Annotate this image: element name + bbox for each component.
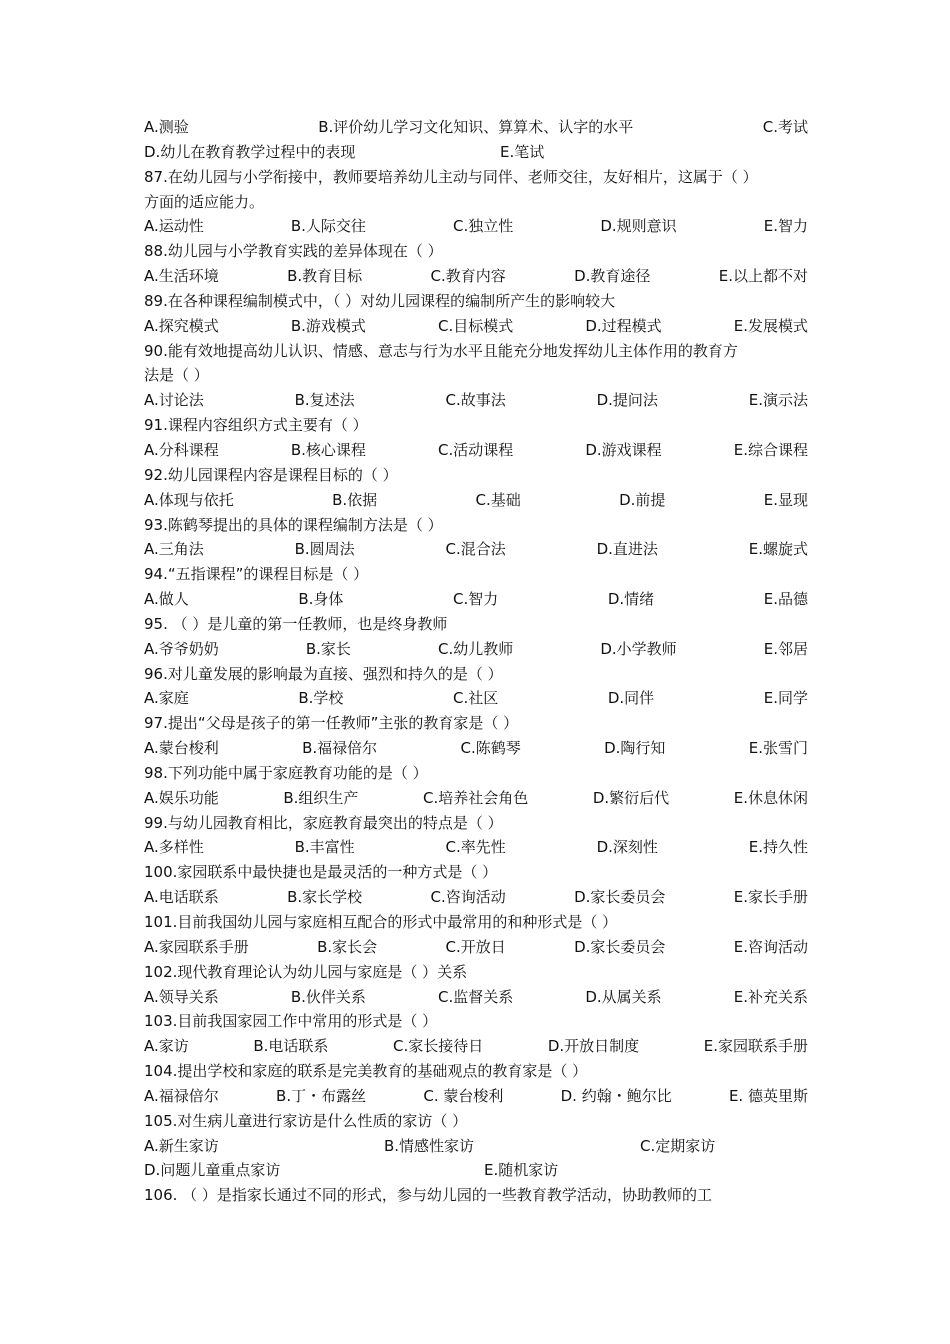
answer-option: D.提问法 xyxy=(596,391,658,410)
answer-option: A.测验 xyxy=(144,118,189,136)
answer-option: B.组织生产 xyxy=(283,788,359,807)
answer-option: C.教育内容 xyxy=(430,267,506,286)
answer-option: A.爷爷奶奶 xyxy=(144,639,219,658)
options-line xyxy=(144,388,808,413)
answer-option: C.考试 xyxy=(762,118,808,136)
answer-option: D.过程模式 xyxy=(585,316,662,335)
answer-option: E.智力 xyxy=(763,217,808,236)
options-line xyxy=(144,1034,808,1059)
answer-option: E.家长手册 xyxy=(733,888,808,907)
question-text: 105.对生病儿童进行家访是什么性质的家访（ ） xyxy=(144,1111,468,1130)
options-line xyxy=(144,438,808,463)
answer-option: B.依据 xyxy=(332,490,378,509)
question-line xyxy=(144,1109,808,1134)
answer-option: E.持久性 xyxy=(748,838,808,857)
question-text: 103.目前我国家园工作中常用的形式是（ ） xyxy=(144,1012,438,1031)
question-text: 104.提出学校和家庭的联系是完美教育的基础观点的教育家是（ ） xyxy=(144,1062,588,1081)
options-line xyxy=(144,214,808,239)
options-line xyxy=(144,264,808,289)
answer-option: D.直进法 xyxy=(596,540,658,559)
answer-option: A.三角法 xyxy=(144,540,204,559)
answer-option: A.新生家访 xyxy=(144,1136,219,1155)
question-text: 95. （ ）是儿童的第一任教师，也是终身教师 xyxy=(144,614,448,633)
answer-option: D.规则意识 xyxy=(600,217,677,236)
answer-option: C.定期家访 xyxy=(640,1136,716,1155)
answer-option: B.家长会 xyxy=(317,937,378,956)
options-line xyxy=(144,885,808,910)
options-line xyxy=(144,985,808,1010)
question-line xyxy=(144,413,808,438)
answer-option: B.学校 xyxy=(298,689,344,708)
answer-option: C.开放日 xyxy=(445,937,506,956)
answer-option: B.伙伴关系 xyxy=(290,987,366,1006)
answer-option: B.教育目标 xyxy=(287,267,363,286)
answer-option: D.问题儿童重点家访 xyxy=(144,1161,281,1180)
answer-option: D. 约翰・鲍尔比 xyxy=(560,1086,672,1105)
document-page xyxy=(144,115,808,1208)
answer-option: D.小学教师 xyxy=(600,639,677,658)
question-line xyxy=(144,761,808,786)
answer-option: B.圆周法 xyxy=(294,540,355,559)
question-line xyxy=(144,463,808,488)
question-text: 87.在幼儿园与小学衔接中，教师要培养幼儿主动与同伴、老师交往，友好相片，这属于（ ） xyxy=(144,167,758,186)
answer-option: E.螺旋式 xyxy=(748,540,808,559)
answer-option: E.同学 xyxy=(763,689,808,708)
question-line xyxy=(144,1059,808,1084)
answer-option: A.讨论法 xyxy=(144,391,204,410)
answer-option: B.游戏模式 xyxy=(290,316,366,335)
answer-option: A.探究模式 xyxy=(144,316,219,335)
answer-option: B.家长 xyxy=(305,639,351,658)
answer-option: E.品德 xyxy=(763,590,808,609)
question-text: 法是（ ） xyxy=(144,366,209,385)
answer-option: E.笔试 xyxy=(500,142,545,161)
answer-option: D.深刻性 xyxy=(596,838,658,857)
answer-option: A.蒙台梭利 xyxy=(144,739,219,758)
answer-option: C.家长接待日 xyxy=(393,1037,484,1056)
answer-option: A.多样性 xyxy=(144,838,204,857)
answer-option: A.娱乐功能 xyxy=(144,788,219,807)
answer-option: E.显现 xyxy=(763,490,808,509)
question-text: 90.能有效地提高幼儿认识、情感、意志与行为水平且能充分地发挥幼儿主体作用的教育方 xyxy=(144,341,738,360)
options-line xyxy=(144,1158,808,1183)
question-text: 92.幼儿园课程内容是课程目标的（ ） xyxy=(144,465,398,484)
question-line xyxy=(144,239,808,264)
answer-option: C.社区 xyxy=(453,689,499,708)
question-text: 98.下列功能中属于家庭教育功能的是（ ） xyxy=(144,763,428,782)
answer-option: C.目标模式 xyxy=(438,316,514,335)
answer-option: A.家庭 xyxy=(144,689,189,708)
answer-option: B.电话联系 xyxy=(253,1037,329,1056)
answer-option: B.家长学校 xyxy=(287,888,363,907)
answer-option: E. 德英里斯 xyxy=(728,1086,808,1105)
answer-option: B.评价幼儿学习文化知识、算算术、认字的水平 xyxy=(318,118,634,136)
question-line xyxy=(144,960,808,985)
answer-option: B.福禄倍尔 xyxy=(302,739,378,758)
question-line xyxy=(144,363,808,388)
answer-option: D.同伴 xyxy=(607,689,655,708)
options-line xyxy=(144,1134,808,1159)
answer-option: D.开放日制度 xyxy=(547,1037,640,1056)
answer-option: A.做人 xyxy=(144,590,189,609)
question-text: 88.幼儿园与小学教育实践的差异体现在（ ） xyxy=(144,242,443,261)
answer-option: E.演示法 xyxy=(748,391,808,410)
answer-option: D.幼儿在教育教学过程中的表现 xyxy=(144,142,356,161)
answer-option: C.咨询活动 xyxy=(430,888,506,907)
question-line xyxy=(144,1009,808,1034)
answer-option: E.邻居 xyxy=(763,639,808,658)
options-line xyxy=(144,488,808,513)
answer-option: C. 蒙台梭利 xyxy=(423,1086,504,1105)
answer-option: C.陈鹤琴 xyxy=(460,739,521,758)
answer-option: C.混合法 xyxy=(445,540,506,559)
answer-option: D.游戏课程 xyxy=(585,440,662,459)
answer-option: E.补充关系 xyxy=(733,987,808,1006)
question-text: 96.对儿童发展的影响最为直接、强烈和持久的是（ ） xyxy=(144,664,503,683)
answer-option: A.福禄倍尔 xyxy=(144,1086,219,1105)
answer-option: B.情感性家访 xyxy=(384,1136,475,1155)
question-text: 91.课程内容组织方式主要有（ ） xyxy=(144,416,368,435)
answer-option: E.家园联系手册 xyxy=(703,1037,808,1056)
answer-option: B.丰富性 xyxy=(294,838,355,857)
question-text: 102.现代教育理论认为幼儿园与家庭是（ ）关系 xyxy=(144,962,468,981)
options-line xyxy=(144,835,808,860)
answer-option: B.丁・布露丝 xyxy=(276,1086,367,1105)
question-line xyxy=(144,562,808,587)
question-line xyxy=(144,860,808,885)
answer-option: A.家园联系手册 xyxy=(144,937,249,956)
answer-option: E.以上都不对 xyxy=(718,267,808,286)
question-line xyxy=(144,1183,808,1208)
question-text: 方面的适应能力。 xyxy=(144,192,265,211)
options-line xyxy=(144,736,808,761)
answer-option: E.张雪门 xyxy=(748,739,808,758)
options-line xyxy=(144,140,808,165)
options-line xyxy=(144,786,808,811)
answer-option: A.生活环境 xyxy=(144,267,219,286)
answer-option: E.休息休闲 xyxy=(733,788,808,807)
question-line xyxy=(144,289,808,314)
answer-option: E.咨询活动 xyxy=(733,937,808,956)
answer-option: D.陶行知 xyxy=(604,739,666,758)
answer-option: A.运动性 xyxy=(144,217,204,236)
answer-option: B.核心课程 xyxy=(290,440,366,459)
answer-option: D.从属关系 xyxy=(585,987,662,1006)
answer-option: E.随机家访 xyxy=(484,1161,559,1180)
answer-option: B.身体 xyxy=(298,590,344,609)
question-line xyxy=(144,339,808,364)
answer-option: E.发展模式 xyxy=(733,316,808,335)
options-line xyxy=(144,637,808,662)
answer-option: B.复述法 xyxy=(294,391,355,410)
question-line xyxy=(144,612,808,637)
question-line xyxy=(144,190,808,215)
answer-option: A.体现与依托 xyxy=(144,490,234,509)
answer-option: C.监督关系 xyxy=(438,987,514,1006)
answer-option: D.前提 xyxy=(619,490,666,509)
options-line xyxy=(144,115,808,140)
answer-option: D.家长委员会 xyxy=(574,888,666,907)
question-line xyxy=(144,910,808,935)
answer-option: D.情绪 xyxy=(607,590,655,609)
answer-option: C.智力 xyxy=(453,590,499,609)
options-line xyxy=(144,314,808,339)
answer-option: D.家长委员会 xyxy=(574,937,666,956)
options-line xyxy=(144,686,808,711)
question-line xyxy=(144,662,808,687)
question-text: 99.与幼儿园教育相比，家庭教育最突出的特点是（ ） xyxy=(144,813,503,832)
answer-option: A.电话联系 xyxy=(144,888,219,907)
answer-option: C.活动课程 xyxy=(438,440,514,459)
answer-option: C.率先性 xyxy=(445,838,506,857)
answer-option: E.综合课程 xyxy=(733,440,808,459)
options-line xyxy=(144,537,808,562)
question-text: 106. （ ）是指家长通过不同的形式，参与幼儿园的一些教育教学活动，协助教师的工 xyxy=(144,1186,712,1205)
question-text: 97.提出“父母是孩子的第一任教师”主张的教育家是（ ） xyxy=(144,714,519,733)
question-line xyxy=(144,711,808,736)
question-line xyxy=(144,513,808,538)
options-line xyxy=(144,587,808,612)
answer-option: C.故事法 xyxy=(445,391,506,410)
question-text: 89.在各种课程编制模式中，（ ）对幼儿园课程的编制所产生的影响较大 xyxy=(144,291,616,310)
answer-option: C.独立性 xyxy=(453,217,514,236)
answer-option: A.家访 xyxy=(144,1037,189,1056)
question-line xyxy=(144,811,808,836)
answer-option: D.教育途径 xyxy=(574,267,651,286)
answer-option: C.幼儿教师 xyxy=(438,639,514,658)
question-line xyxy=(144,165,808,190)
question-text: 93.陈鹤琴提出的具体的课程编制方法是（ ） xyxy=(144,515,443,534)
answer-option: A.领导关系 xyxy=(144,987,219,1006)
answer-option: B.人际交往 xyxy=(290,217,366,236)
answer-option: A.分科课程 xyxy=(144,440,219,459)
question-text: 101.目前我国幼儿园与家庭相互配合的形式中最常用的和种形式是（ ） xyxy=(144,913,618,931)
answer-option: D.繁衍后代 xyxy=(592,788,670,807)
question-text: 94.“五指课程”的课程目标是（ ） xyxy=(144,565,369,584)
answer-option: C.培养社会角色 xyxy=(423,788,529,807)
answer-option: C.基础 xyxy=(475,490,521,509)
options-line xyxy=(144,935,808,960)
question-text: 100.家园联系中最快捷也是最灵活的一种方式是（ ） xyxy=(144,863,498,882)
options-line xyxy=(144,1084,808,1109)
